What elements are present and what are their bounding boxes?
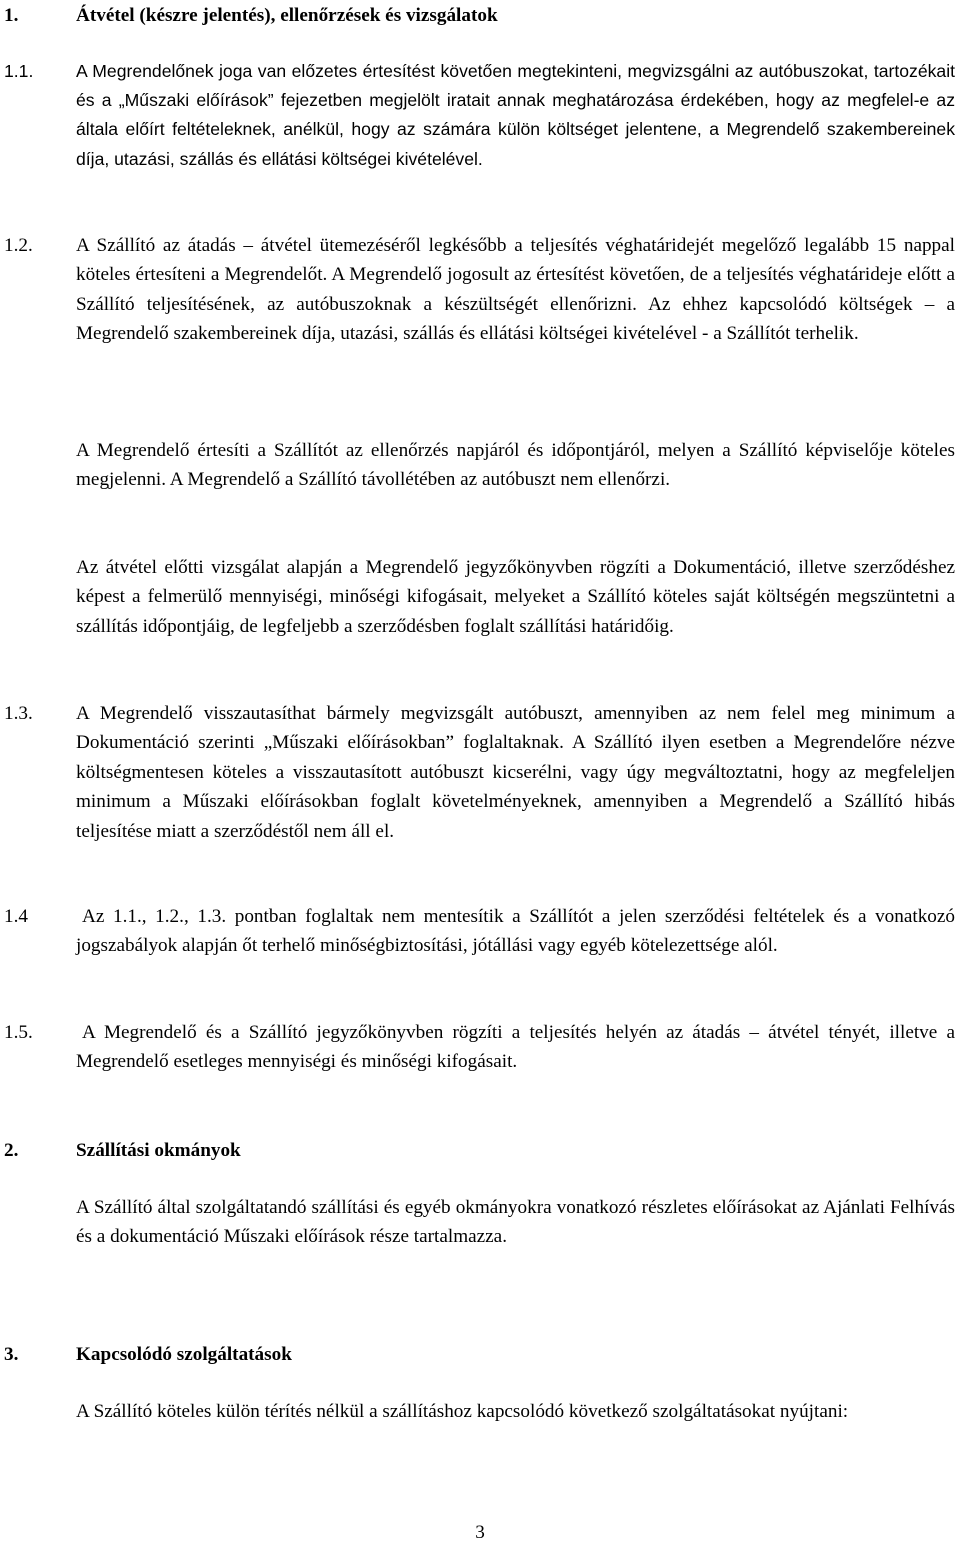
section-1-number: 1. — [4, 5, 19, 26]
paragraph-1-3-text: A Megrendelő visszautasíthat bármely megvizsgált autóbuszt, amennyiben az nem felel meg minimum a Dokumentáció szerinti „Műszaki előírásokban” foglaltaknak. A Szállító ilyen esetben a Megrendelőre nézve költségmentesen köteles a visszautasított autóbuszt kicserélni, vagy úgy megváltoztatni, hogy az megfeleljen minimum a Műszaki előírásokban foglalt követelményeknek, amennyiben a Megrendelő a Szállító hibás teljesítése miatt a szerződéstől nem áll el. — [76, 703, 955, 842]
section-3-text: A Szállító köteles külön térítés nélkül a szállításhoz kapcsolódó következő szolgáltatásokat nyújtani: — [76, 1401, 849, 1422]
section-3-number: 3. — [4, 1344, 19, 1365]
paragraph-1-2 — [0, 231, 960, 381]
paragraph-1-2-text-c: Az átvétel előtti vizsgálat alapján a Megrendelő jegyzőkönyvben rögzíti a Dokumentáció, illetve szerződéshez képest a felmerülő mennyiségi, minőségi kifogásait, melyeket a Szállító köteles saját költségén megszüntetni a szállítás időpontjáig, de legfeljebb a szerződésben foglalt szállítási határidőig. — [76, 557, 955, 637]
paragraph-1-1-number: 1.1. — [4, 61, 34, 81]
paragraph-1-5-number: 1.5. — [4, 1022, 33, 1043]
paragraph-1-3-number: 1.3. — [4, 703, 33, 724]
section-2-heading — [0, 1136, 960, 1165]
section-3-title: Kapcsolódó szolgáltatások — [76, 1344, 292, 1365]
paragraph-1-4 — [0, 902, 960, 992]
section-1-heading — [0, 1, 960, 30]
section-2-body — [0, 1193, 960, 1283]
section-2-title: Szállítási okmányok — [76, 1140, 241, 1161]
paragraph-1-4-number: 1.4 — [4, 906, 28, 927]
paragraph-1-2-notification — [0, 436, 960, 526]
paragraph-1-2-number: 1.2. — [4, 235, 33, 256]
section-1-title: Átvétel (készre jelentés), ellenőrzések és vizsgálatok — [76, 5, 498, 26]
paragraph-1-3 — [0, 699, 960, 879]
paragraph-1-4-text: Az 1.1., 1.2., 1.3. pontban foglaltak nem mentesítik a Szállítót a jelen szerződési feltételek és a vonatkozó jogszabályok alapján őt terhelő minőségbiztosítási, jótállási vagy egyéb kötelezettsége alól. — [76, 906, 955, 957]
paragraph-1-5-text: A Megrendelő és a Szállító jegyzőkönyvben rögzíti a teljesítés helyén az átadás – átvétel tényét, illetve a Megrendelő esetleges mennyiségi és minőségi kifogásait. — [76, 1022, 955, 1073]
paragraph-1-2-text-b: A Megrendelő értesíti a Szállítót az ellenőrzés napjáról és időpontjáról, melyen a Szállító képviselője köteles megjelenni. A Megrendelő a Szállító távollétében az autóbuszt nem ellenőrzi. — [76, 440, 955, 491]
section-2-text: A Szállító által szolgáltatandó szállítási és egyéb okmányokra vonatkozó részletes előírásokat az Ajánlati Felhívás és a dokumentáció Műszaki előírások része tartalmazza. — [76, 1197, 955, 1248]
paragraph-1-5 — [0, 1018, 960, 1078]
paragraph-1-1-text: A Megrendelőnek joga van előzetes értesítést követően megtekinteni, megvizsgálni az autóbuszokat, tartozékait és a „Műszaki előírások” fejezetben megjelölt iratait annak meghatározása érdekében, hogy az megfelel-e az általa előírt feltételeknek, anélkül, hogy az számára külön költséget jelentene, a Megrendelő szakembereinek díja, utazási, szállás és ellátási költségei kivételével. — [76, 61, 955, 169]
page-number: 3 — [475, 1522, 485, 1543]
section-2-number: 2. — [4, 1140, 19, 1161]
paragraph-1-2-inspection — [0, 553, 960, 673]
section-3-heading — [0, 1340, 960, 1369]
paragraph-1-2-text: A Szállító az átadás – átvétel ütemezéséről legkésőbb a teljesítés véghatáridejét megelőző legalább 15 nappal köteles értesíteni a Megrendelőt. A Megrendelő jogosult az értesítést követően, de a teljesítés véghatárideje előtt a Szállító teljesítésének, az autóbuszoknak a készültségét ellenőrizni. Az ehhez kapcsolódó költségek – a Megrendelő szakembereinek díja, utazási, szállás és ellátási költségei kivételével - a Szállítót terhelik. — [76, 235, 955, 345]
section-3-body — [0, 1397, 960, 1457]
paragraph-1-1 — [0, 57, 960, 207]
